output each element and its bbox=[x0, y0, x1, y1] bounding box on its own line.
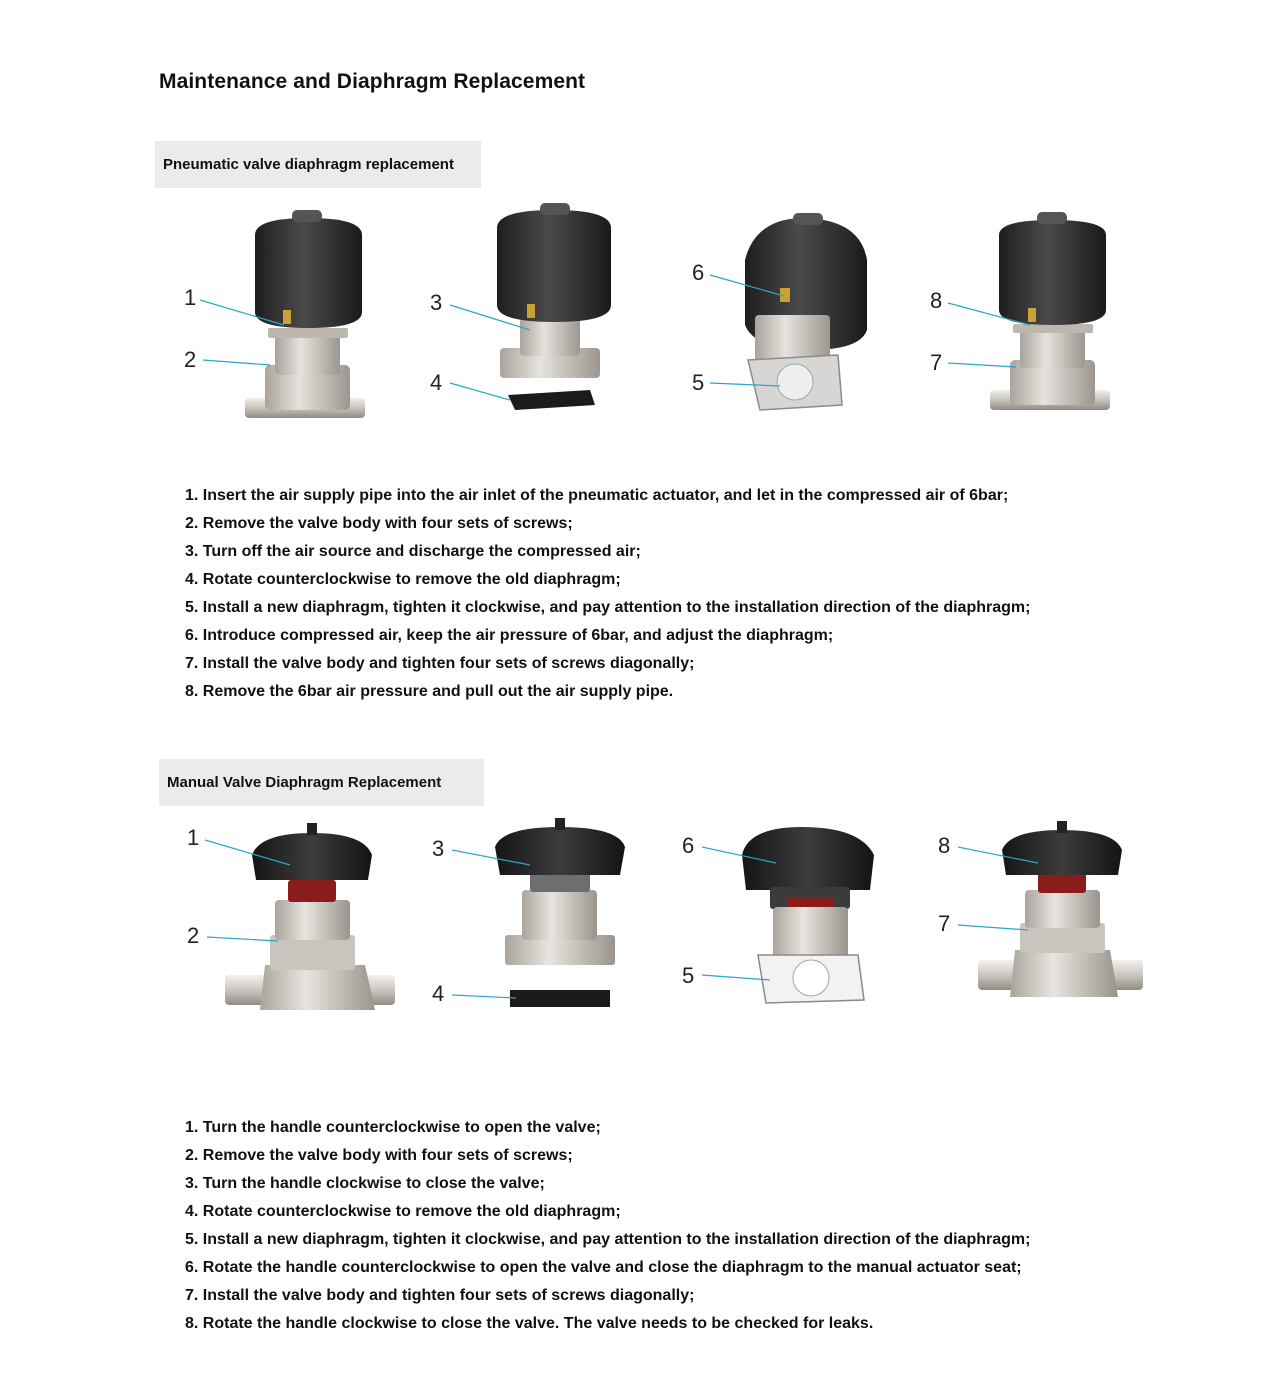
pneumatic-valve-diaphragm-view-5-6 bbox=[745, 213, 867, 410]
manual-valve-illustration bbox=[170, 815, 1150, 1025]
pneumatic-callout-1: 1 bbox=[184, 285, 197, 310]
pneumatic-step-5: 5. Install a new diaphragm, tighten it clockwise, and pay attention to the installation direction of the diaphragm; bbox=[185, 599, 1031, 616]
manual-valve-separated-3-4 bbox=[495, 818, 625, 1007]
pneumatic-valve-illustration bbox=[170, 200, 1130, 430]
manual-step-7: 7. Install the valve body and tighten four sets of screws diagonally; bbox=[185, 1287, 695, 1304]
manual-step-1: 1. Turn the handle counterclockwise to open the valve; bbox=[185, 1119, 601, 1136]
manual-section-label-text: Manual Valve Diaphragm Replacement bbox=[167, 774, 442, 791]
manual-section-label bbox=[159, 759, 484, 806]
manual-callout-8: 8 bbox=[938, 833, 951, 858]
manual-step-2: 2. Remove the valve body with four sets of screws; bbox=[185, 1147, 573, 1164]
manual-callout-3: 3 bbox=[432, 836, 445, 861]
manual-callout-6: 6 bbox=[682, 833, 695, 858]
pneumatic-step-8: 8. Remove the 6bar air pressure and pull out the air supply pipe. bbox=[185, 683, 674, 700]
manual-step-8: 8. Rotate the handle clockwise to close the valve. The valve needs to be checked for leaks. bbox=[185, 1315, 874, 1332]
pneumatic-step-7: 7. Install the valve body and tighten four sets of screws diagonally; bbox=[185, 655, 695, 672]
page-title: Maintenance and Diaphragm Replacement bbox=[159, 70, 586, 93]
pneumatic-callout-4: 4 bbox=[430, 370, 443, 395]
pneumatic-callout-5: 5 bbox=[692, 370, 705, 395]
pneumatic-callout-3: 3 bbox=[430, 290, 443, 315]
pneumatic-valve-separated-3 bbox=[497, 203, 611, 410]
pneumatic-step-4: 4. Rotate counterclockwise to remove the old diaphragm; bbox=[185, 571, 621, 588]
manual-callout-5: 5 bbox=[682, 963, 695, 988]
pneumatic-valve-reassembled-7-8 bbox=[990, 212, 1110, 410]
pneumatic-callout-6: 6 bbox=[692, 260, 705, 285]
pneumatic-callout-2: 2 bbox=[184, 347, 197, 372]
pneumatic-step-3: 3. Turn off the air source and discharge the compressed air; bbox=[185, 543, 641, 560]
pneumatic-callout-8: 8 bbox=[930, 288, 943, 313]
pneumatic-callout-7: 7 bbox=[930, 350, 943, 375]
manual-step-4: 4. Rotate counterclockwise to remove the old diaphragm; bbox=[185, 1203, 621, 1220]
manual-valve-assembled-1-2 bbox=[225, 823, 395, 1010]
manual-step-6: 6. Rotate the handle counterclockwise to open the valve and close the diaphragm to the manual actuator seat; bbox=[185, 1259, 1022, 1276]
pneumatic-section-label-text: Pneumatic valve diaphragm replacement bbox=[163, 156, 454, 173]
pneumatic-section-label bbox=[155, 141, 481, 188]
manual-callout-2: 2 bbox=[187, 923, 200, 948]
manual-valve-reassembled-7-8 bbox=[978, 821, 1143, 997]
manual-step-5: 5. Install a new diaphragm, tighten it clockwise, and pay attention to the installation direction of the diaphragm; bbox=[185, 1231, 1031, 1248]
pneumatic-valve-assembled-1 bbox=[245, 210, 365, 418]
pneumatic-steps-list bbox=[185, 482, 1030, 706]
pneumatic-step-1: 1. Insert the air supply pipe into the air inlet of the pneumatic actuator, and let in the compressed air of 6bar; bbox=[185, 487, 1009, 504]
manual-steps-list bbox=[185, 1114, 1030, 1338]
manual-callout-7: 7 bbox=[938, 911, 951, 936]
manual-callout-1: 1 bbox=[187, 825, 200, 850]
manual-valve-diaphragm-view-5-6 bbox=[742, 827, 874, 1003]
pneumatic-step-2: 2. Remove the valve body with four sets of screws; bbox=[185, 515, 573, 532]
manual-callout-4: 4 bbox=[432, 981, 445, 1006]
pneumatic-step-6: 6. Introduce compressed air, keep the air pressure of 6bar, and adjust the diaphragm; bbox=[185, 627, 834, 644]
manual-step-3: 3. Turn the handle clockwise to close the valve; bbox=[185, 1175, 545, 1192]
